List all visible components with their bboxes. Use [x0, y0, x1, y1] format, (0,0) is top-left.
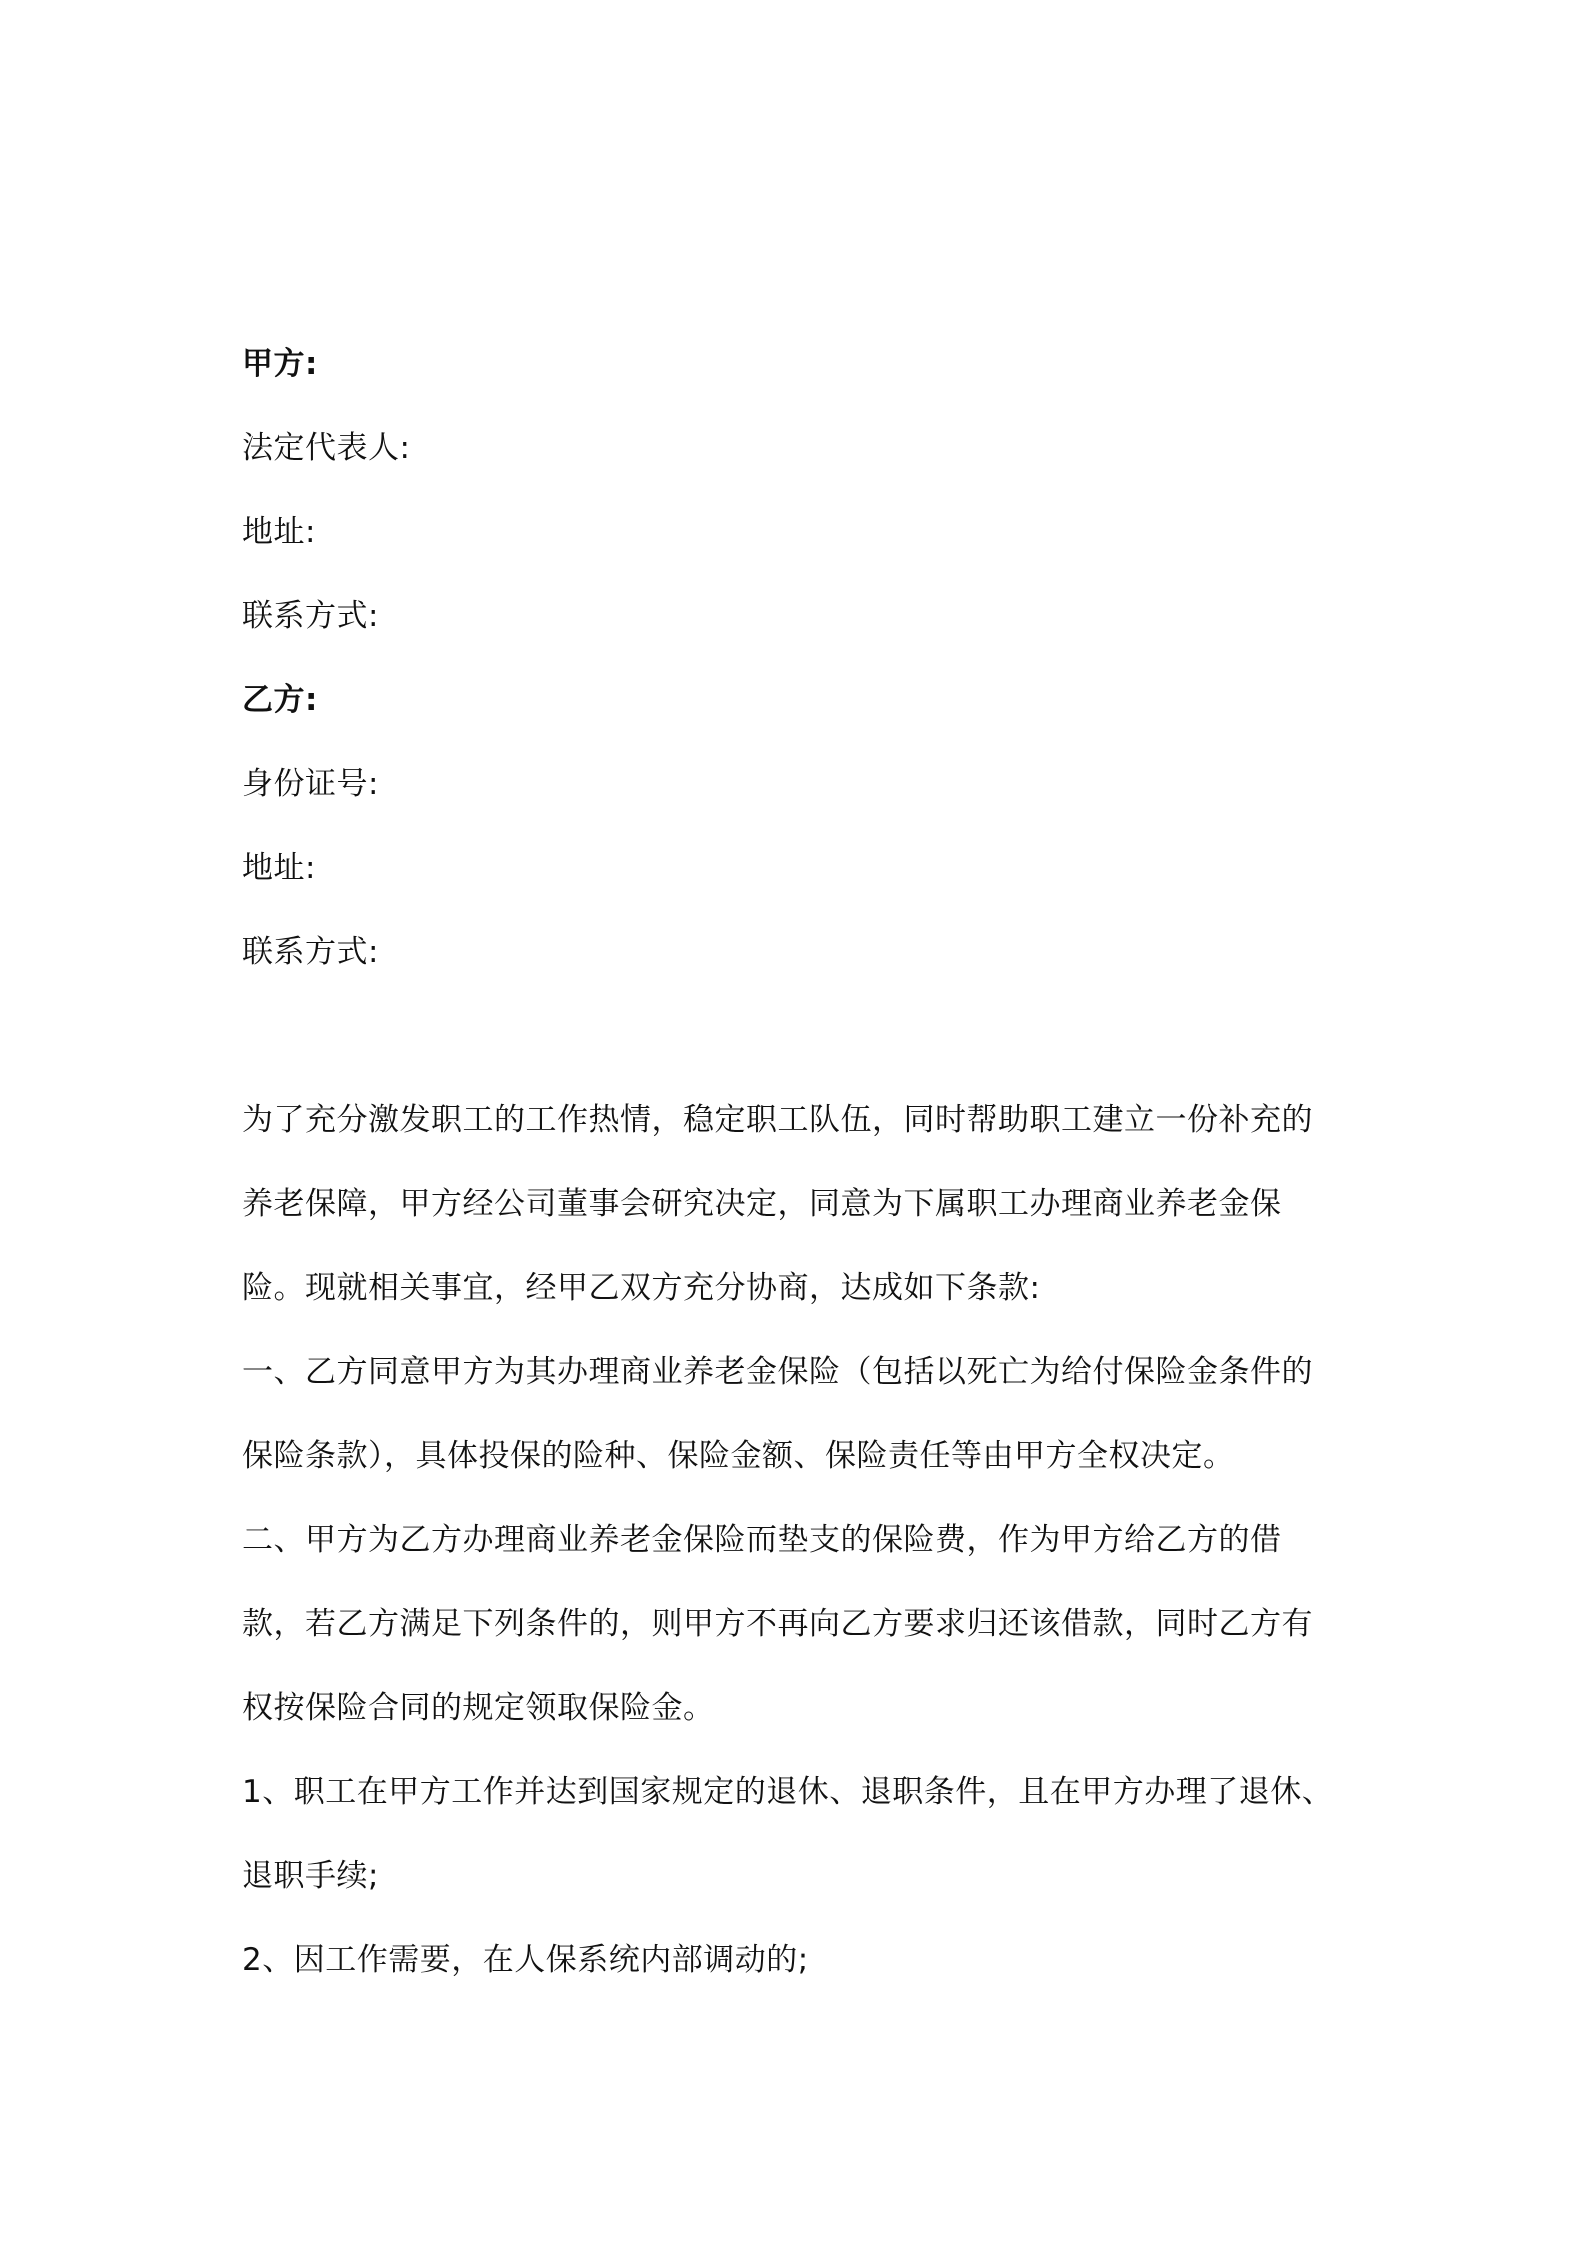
party-a-address-field: 地址:: [242, 514, 316, 550]
party-a-contact-field: 联系方式:: [242, 598, 379, 634]
clause-one-line: 保险条款），具体投保的险种、保险金额、保险责任等由甲方全权决定。: [242, 1438, 1235, 1474]
clause-two-line: 权按保险合同的规定领取保险金。: [242, 1690, 715, 1726]
condition-one-line: 1、职工在甲方工作并达到国家规定的退休、退职条件，且在甲方办理了退休、: [242, 1774, 1334, 1810]
clause-two-line: 款，若乙方满足下列条件的，则甲方不再向乙方要求归还该借款，同时乙方有: [242, 1606, 1313, 1642]
clause-one-line: 一、乙方同意甲方为其办理商业养老金保险（包括以死亡为给付保险金条件的: [242, 1354, 1313, 1390]
clause-two-line: 二、甲方为乙方办理商业养老金保险而垫支的保险费，作为甲方给乙方的借: [242, 1522, 1282, 1558]
body-line: 险。现就相关事宜，经甲乙双方充分协商，达成如下条款:: [242, 1270, 1041, 1306]
party-b-label: 乙方:: [242, 682, 318, 718]
party-a-legal-rep-field: 法定代表人:: [242, 430, 411, 466]
condition-one-line: 退职手续;: [242, 1858, 379, 1894]
party-b-contact-field: 联系方式:: [242, 934, 379, 970]
party-b-id-number-field: 身份证号:: [242, 766, 379, 802]
body-line: 养老保障，甲方经公司董事会研究决定，同意为下属职工办理商业养老金保: [242, 1186, 1282, 1222]
party-a-label: 甲方:: [242, 346, 318, 382]
condition-two-line: 2、因工作需要，在人保系统内部调动的;: [242, 1942, 809, 1978]
body-line: 为了充分激发职工的工作热情，稳定职工队伍，同时帮助职工建立一份补充的: [242, 1102, 1313, 1138]
party-b-address-field: 地址:: [242, 850, 316, 886]
